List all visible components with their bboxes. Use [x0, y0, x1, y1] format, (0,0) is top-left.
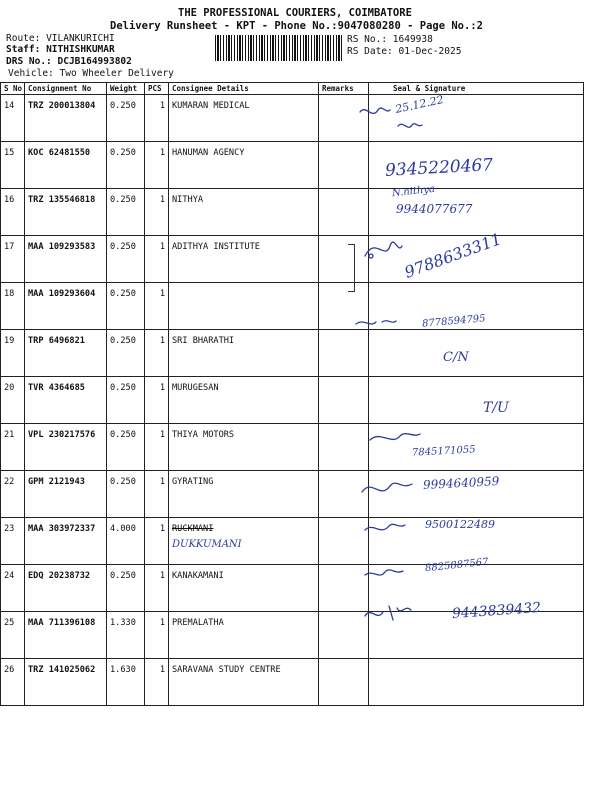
signature-dot — [369, 254, 373, 258]
cell-weight: 0.250 — [107, 424, 145, 471]
cell-weight: 1.630 — [107, 659, 145, 706]
cell-sno: 25 — [1, 612, 25, 659]
vehicle-value: Two Wheeler Delivery — [59, 68, 174, 79]
cell-consignee: NITHYA — [169, 189, 319, 236]
cell-consignment: MAA 303972337 — [25, 518, 107, 565]
signature-mark — [365, 524, 405, 530]
cell-consignee: PREMALATHA — [169, 612, 319, 659]
staff-value: NITHISHKUMAR — [46, 44, 115, 55]
staff-label: Staff: — [6, 44, 41, 55]
cell-consignee: GYRATING — [169, 471, 319, 518]
cell-consignee: KANAKAMANI — [169, 565, 319, 612]
cell-consignment: TRP 6496821 — [25, 330, 107, 377]
cell-weight: 0.250 — [107, 565, 145, 612]
cell-consignment: TRZ 135546818 — [25, 189, 107, 236]
signature-mark — [370, 434, 420, 440]
cell-pcs: 1 — [145, 424, 169, 471]
rs-date-label: RS Date: — [347, 46, 393, 57]
cell-weight: 0.250 — [107, 236, 145, 283]
signature-mark — [356, 321, 396, 324]
cell-sno: 22 — [1, 471, 25, 518]
cell-pcs: 1 — [145, 377, 169, 424]
cell-consignee: HANUMAN AGENCY — [169, 142, 319, 189]
cell-weight: 0.250 — [107, 330, 145, 377]
cell-weight: 4.000 — [107, 518, 145, 565]
col-sno: S No — [1, 83, 25, 95]
cell-sno: 15 — [1, 142, 25, 189]
cell-sno: 17 — [1, 236, 25, 283]
cell-pcs: 1 — [145, 565, 169, 612]
col-signature: Seal & Signature — [369, 83, 584, 95]
handwritten-phone: 8778594795 — [421, 313, 486, 330]
cell-consignee: SARAVANA STUDY CENTRE — [169, 659, 319, 706]
cell-weight: 0.250 — [107, 189, 145, 236]
handwritten-phone: 9788633311 — [401, 229, 504, 282]
cell-sno: 23 — [1, 518, 25, 565]
cell-pcs: 1 — [145, 142, 169, 189]
cell-weight: 0.250 — [107, 471, 145, 518]
cell-consignee: MURUGESAN — [169, 377, 319, 424]
cell-sno: 16 — [1, 189, 25, 236]
cell-weight: 0.250 — [107, 377, 145, 424]
rs-no-label: RS No.: — [347, 34, 388, 45]
cell-pcs: 1 — [145, 518, 169, 565]
cell-pcs: 1 — [145, 283, 169, 330]
cell-consignee: SRI BHARATHI — [169, 330, 319, 377]
cell-sno: 19 — [1, 330, 25, 377]
col-remarks: Remarks — [319, 83, 369, 95]
cell-weight: 0.250 — [107, 283, 145, 330]
cell-sno: 21 — [1, 424, 25, 471]
signature-mark — [398, 124, 422, 128]
handwritten-date: 25.12.22 — [394, 93, 445, 116]
col-consignee: Consignee Details — [169, 83, 319, 95]
handwritten-phone: 7845171055 — [411, 444, 476, 459]
consignee-handwritten-correction: DUKKUMANI — [172, 539, 242, 550]
signature-mark — [365, 606, 411, 620]
cell-pcs: 1 — [145, 330, 169, 377]
runsheet-title: Delivery Runsheet - KPT - Phone No.:9047080280 - Page No.:2 — [110, 20, 483, 32]
cell-weight: 1.330 — [107, 612, 145, 659]
drs-value: DCJB164993802 — [57, 56, 132, 67]
handwritten-phone: 9443839432 — [451, 599, 542, 623]
vehicle-label: Vehicle: — [8, 68, 54, 79]
handwritten-note: C/N — [443, 350, 469, 365]
handwritten-phone: 9944077677 — [396, 202, 473, 216]
cell-sno: 18 — [1, 283, 25, 330]
cell-consignment: MAA 109293583 — [25, 236, 107, 283]
cell-weight: 0.250 — [107, 142, 145, 189]
rs-no-value: 1649938 — [392, 34, 433, 45]
cell-consignment: TRZ 141025062 — [25, 659, 107, 706]
handwritten-phone: 9500122489 — [425, 518, 495, 531]
handwritten-phone: 9345220467 — [384, 155, 494, 181]
cell-consignment: GPM 2121943 — [25, 471, 107, 518]
signature-mark — [360, 108, 390, 113]
cell-consignee: KUMARAN MEDICAL — [169, 95, 319, 142]
cell-consignment: TVR 4364685 — [25, 377, 107, 424]
cell-consignment: VPL 230217576 — [25, 424, 107, 471]
signature-mark — [362, 483, 412, 492]
handwritten-phone: 9994640959 — [422, 474, 500, 492]
company-name: THE PROFESSIONAL COURIERS, COIMBATORE — [178, 7, 412, 19]
drs-label: DRS No.: — [6, 56, 52, 67]
cell-sno: 26 — [1, 659, 25, 706]
route-value: VILANKURICHI — [46, 33, 115, 44]
rs-date-value: 01-Dec-2025 — [398, 46, 462, 57]
cell-consignee: ADITHYA INSTITUTE — [169, 236, 319, 283]
cell-sno: 24 — [1, 565, 25, 612]
handwritten-phone: 8825887567 — [424, 556, 490, 575]
cell-pcs: 1 — [145, 189, 169, 236]
cell-consignee: THIYA MOTORS — [169, 424, 319, 471]
handwritten-note: T/U — [483, 400, 509, 416]
cell-consignment: MAA 711396108 — [25, 612, 107, 659]
cell-pcs: 1 — [145, 659, 169, 706]
cell-pcs: 1 — [145, 471, 169, 518]
cell-sno: 14 — [1, 95, 25, 142]
cell-sno: 20 — [1, 377, 25, 424]
signature-mark — [365, 570, 403, 575]
cell-consignment: TRZ 200013804 — [25, 95, 107, 142]
handwritten-name: N.nithya — [391, 183, 436, 200]
cell-consignment: MAA 109293604 — [25, 283, 107, 330]
cell-pcs: 1 — [145, 236, 169, 283]
cell-consignment: KOC 62481550 — [25, 142, 107, 189]
cell-weight: 0.250 — [107, 95, 145, 142]
cell-consignment: EDQ 20238732 — [25, 565, 107, 612]
consignee-struck-name: RUCKMANI — [172, 524, 214, 534]
route-label: Route: — [6, 33, 41, 44]
col-pcs: PCS — [145, 83, 169, 95]
cell-pcs: 1 — [145, 95, 169, 142]
col-weight: Weight — [107, 83, 145, 95]
cell-pcs: 1 — [145, 612, 169, 659]
col-consignment: Consignment No — [25, 83, 107, 95]
